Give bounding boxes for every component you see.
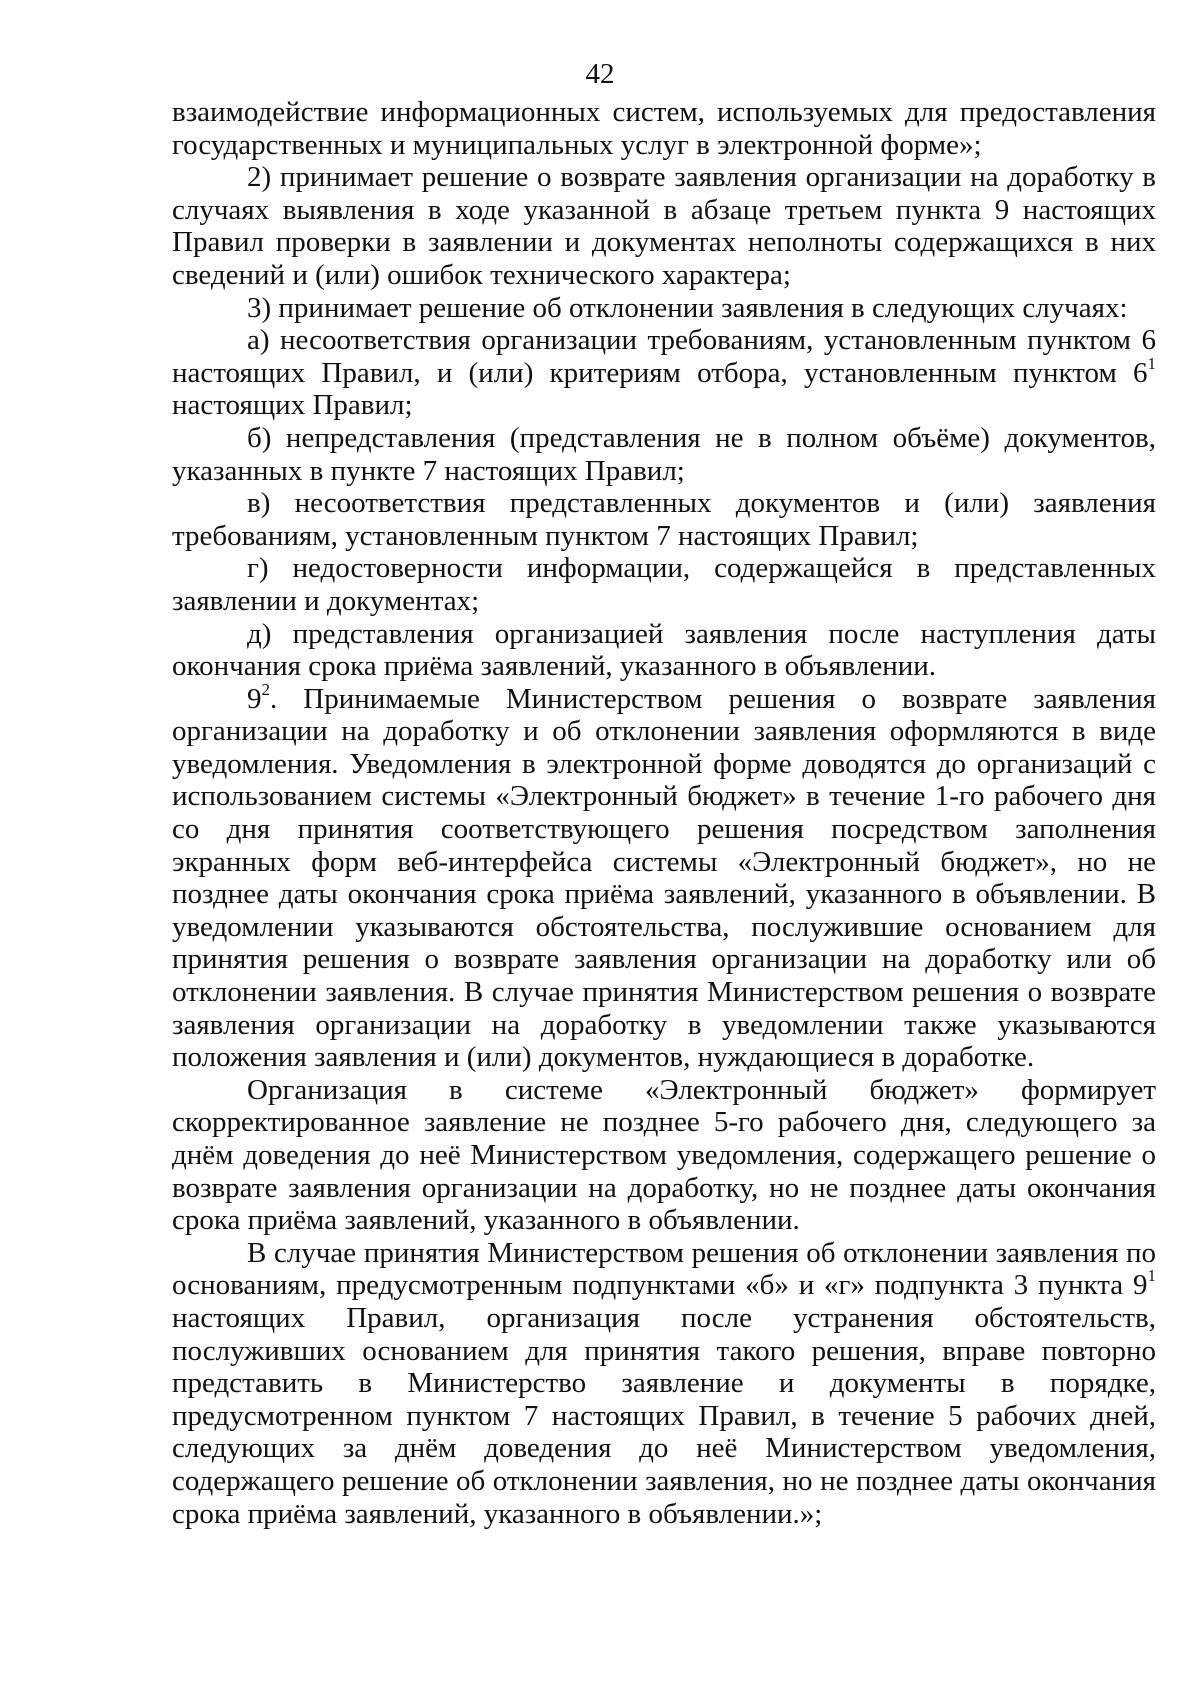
superscript: 1 [1147,353,1156,373]
subitem-a-text-end: настоящих Правил; [172,389,413,422]
document-body [172,96,1156,1530]
resubmission-text-end: настоящих Правил, организация после устранения обстоятельств, послуживших основанием для принятия такого решения, вправе повторно представить в Министерство заявление и документы в порядке, предусмотренном пунктом 7 настоящих Правил, в течение 5 рабочих дней, следующих за днём доведения до неё Министерством уведомления, содержащего решение об отклонении заявления, но не позднее даты окончания срока приёма заявлений, указанного в объявлении.»; [172,1301,1156,1530]
paragraph-item-3: 3) принимает решение об отклонении заявления в следующих случаях: [247,291,1128,324]
superscript: 1 [1147,1266,1156,1286]
paragraph-subitem-a [172,324,1156,422]
paragraph-subitem-g: г) недостоверности информации, содержащейся в представленных заявлении и документах; [172,552,1156,617]
resubmission-text: В случае принятия Министерством решения об отклонении заявления по основаниям, предусмотренным подпунктами «б» и «г» подпункта 3 пункта 9 [172,1236,1156,1302]
paragraph-organization-corrects: Организация в системе «Электронный бюджет» формирует скорректированное заявление не позднее 5-го рабочего дня, следующего за днём доведения до неё Министерством уведомления, содержащего решение о возврате заявления организации на доработку, но не позднее даты окончания срока приёма заявлений, указанного в объявлении. [172,1073,1156,1237]
superscript: 2 [261,679,270,699]
paragraph-item-2: 2) принимает решение о возврате заявления организации на доработку в случаях выявления в ходе указанной в абзаце третьем пункта 9 настоящих Правил проверки в заявлении и документах неполноты содержащихся в них сведений и (или) ошибок технического характера; [172,161,1156,291]
paragraph-subitem-b: б) непредставления (представления не в полном объёме) документов, указанных в пункте 7 настоящих Правил; [172,421,1156,487]
subitem-a-text: а) несоответствия организации требованиям, установленным пунктом 6 настоящих Правил, и (или) критериям отбора, установленным пунктом 6 [172,324,1156,389]
paragraph-clause-9-2 [172,679,1156,1074]
paragraph-subitem-v: в) несоответствия представленных документов и (или) заявления требованиям, установленным пунктом 7 настоящих Правил; [172,487,1156,552]
page-number: 42 [585,58,615,90]
paragraph-resubmission [172,1237,1156,1530]
paragraph-subitem-d: д) представления организацией заявления после наступления даты окончания срока приёма заявлений, указанного в объявлении. [172,617,1156,683]
clause-text: . Принимаемые Министерством решения о возврате заявления организации на доработку и об отклонении заявления оформляются в виде уведомления. Уведомления в электронной форме доводятся до организаций с использованием системы «Электронный бюджет» в течение 1-го рабочего дня со дня принятия соответствующего решения посредством заполнения экранных форм веб-интерфейса системы «Электронный бюджет», но не позднее даты окончания срока приёма заявлений, указанного в объявлении. В уведомлении указываются обстоятельства, послужившие основанием для принятия решения о возврате заявления организации на доработку или об отклонении заявления. В случае принятия Министерством решения о возврате заявления организации на доработку в уведомлении также указываются положения заявления и (или) документов, нуждающиеся в доработке. [172,682,1156,1074]
paragraph-continuation: взаимодействие информационных систем, используемых для предоставления государственных и муниципальных услуг в электронной форме»; [172,96,1156,161]
clause-number: 9 [247,682,262,715]
